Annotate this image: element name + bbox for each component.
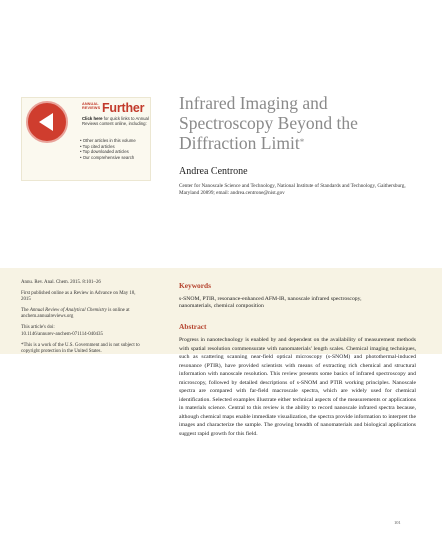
annual-reviews-logo-text: ANNUAL REVIEWS [82, 102, 101, 111]
arrow-left-icon [39, 113, 53, 131]
further-link[interactable]: • Other articles in this volume [80, 138, 150, 144]
title-line: Spectroscopy Beyond the [179, 113, 358, 133]
doi-link[interactable]: 10.1146/annurev-anchem-071114-040435 [21, 331, 103, 337]
further-link[interactable]: • Our comprehensive search [80, 155, 150, 161]
keywords-heading: Keywords [179, 281, 212, 290]
title-line: Diffraction Limit [179, 133, 300, 153]
article-title [179, 93, 414, 153]
doi-info: This article's doi: 10.1146/annurev-anchem-071114-040435 [21, 325, 103, 337]
author-affiliation: Center for Nanoscale Science and Technology, National Institute of Standards and Technology, Gaithersburg, Maryland 20899; email: andrea.centrone@nist.gov [179, 183, 406, 196]
abstract-heading: Abstract [179, 322, 207, 331]
back-arrow-icon[interactable] [26, 101, 68, 143]
further-link[interactable]: • Top downloaded articles [80, 149, 150, 155]
abstract-text: Progress in nanotechnology is enabled by and dependent on the availability of measurement methods with spatial resolution commensurate with nanomaterials' length scales. Chemical imaging techniques, such as scattering scanning near-field optical microscopy (s-SNOM) and photothermal-induced resonance (PTIR), have provided scientists with means of extracting rich chemical and structural information with nanoscale resolution. This review presents some basics of infrared spectroscopy and microscopy, followed by detailed descriptions of s-SNOM and PTIR working principles. Nanoscale spectra are compared with far-field macroscale spectra, which are widely used for chemical identification. Selected examples illustrate either technical aspects of the measurements or applications in materials science. Central to this review is the ability to record nanoscale infrared spectra because, although chemical maps enable immediate visualization, the spectra provide information to interpret the images and characterize the sample. The growing breadth of nanomaterials and biological applications suggest rapid growth for this field. [179, 337, 416, 438]
further-heading: Further [102, 101, 145, 115]
further-resources-box[interactable] [21, 97, 151, 181]
further-intro: Click here for quick links to Annual Reviews content online, including: [82, 116, 149, 127]
further-link[interactable]: • Top cited articles [80, 144, 150, 150]
title-footnote-mark: * [299, 137, 305, 147]
citation: Annu. Rev. Anal. Chem. 2015. 8:101–26 [21, 280, 101, 285]
publication-date: First published online as a Review in Advance on May 18, 2015 [21, 291, 136, 303]
keywords-text: s-SNOM, PTIR, resonance-enhanced AFM-IR, nanoscale infrared spectroscopy, nanomaterials, chemical composition [179, 296, 362, 310]
author-name: Andrea Centrone [179, 166, 248, 177]
page-number: 101 [394, 520, 401, 525]
click-here-link[interactable]: Click here [82, 116, 103, 121]
title-line: Infrared Imaging and [179, 93, 328, 113]
further-links-list [80, 138, 150, 160]
publication-metadata [21, 280, 146, 360]
online-info: The Annual Review of Analytical Chemistry is online at anchem.annualreviews.org [21, 308, 130, 320]
copyright-note: *This is a work of the U.S. Government and is not subject to copyright protection in the United States. [21, 342, 140, 354]
